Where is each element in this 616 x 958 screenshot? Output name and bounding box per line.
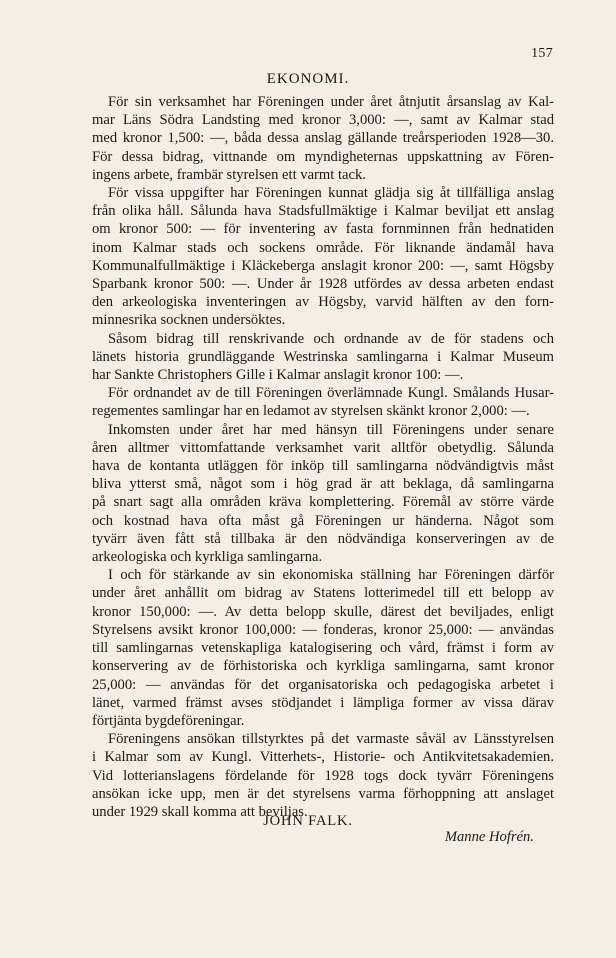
text-line: ansökan icke upp, men är det styrelsens varma förhoppning att anslaget (92, 785, 554, 802)
text-line: tyvärr även fått stå tillbaka är den nödvändiga konserveringen av de (92, 530, 554, 547)
text-line: på snart sagt alla områden kräva komplettering. Föremål av större värde (92, 494, 554, 511)
text-line: mar Läns Södra Landsting med kronor 3,000: —, samt av Kalmar stad (92, 112, 554, 129)
text-line: om kronor 500: — för inventering av fasta fornminnen från hednatiden (92, 221, 554, 238)
page-number: 157 (531, 46, 553, 61)
text-line: I och för stärkande av sin ekonomiska ställning har Föreningen därför (108, 567, 554, 584)
text-line: åren alltmer vittomfattande verksamhet varit alltför obetydlig. Sålunda (92, 439, 554, 456)
signature-john-falk: JOHN FALK. (263, 813, 353, 829)
text-line: under 1929 skall komma att beviljas. (92, 803, 308, 820)
text-line: med kronor 1,500: —, båda dessa anslag gällande treårsperioden 1928—30. (92, 130, 554, 147)
paragraph (92, 93, 554, 184)
text-line: inom Kalmar stads och sockens område. För liknande ändamål hava (92, 239, 554, 256)
signature-manne-hofren: Manne Hofrén. (444, 829, 534, 845)
text-line: ingens arbete, frambär styrelsen ett varmt tack. (92, 166, 366, 183)
text-line: konservering av de förhistoriska och kyrkliga samlingarna, samt kronor (92, 658, 554, 675)
text-line: regementes samlingar har en ledamot av styrelsen skänkt kronor 2,000: —. (92, 403, 530, 420)
body-text (92, 93, 554, 821)
text-line: under året anhållit om bidrag av Statens lotterimedel till ett belopp av (92, 585, 554, 602)
text-line: hava de kontanta utläggen för inköp till samlingarna nödvändigtvis måst (92, 458, 554, 475)
paragraph (92, 566, 554, 730)
text-line: Kommunalfullmäktige i Kläckeberga anslagit kronor 200: —, samt Högsby (92, 257, 554, 274)
text-line: För sin verksamhet har Föreningen under året åtnjutit årsanslag av Kal- (108, 94, 554, 110)
text-line: har Sankte Christophers Gille i Kalmar anslagit kronor 100: —. (92, 367, 464, 384)
text-line: från olika håll. Sålunda hava Stadsfullmäktige i Kalmar beviljat ett anslag (92, 203, 554, 220)
text-line: förtjänta bygdeföreningar. (92, 712, 245, 729)
paragraph (92, 421, 554, 567)
text-line: och kostnad hava ofta måst gå Föreningen ur händerna. Något som (92, 512, 554, 529)
text-line: kronor 150,000: —. Av detta belopp skulle, därest det beviljades, enligt (92, 603, 554, 620)
text-line: länets historia grundläggande Westrinska samlingarna i Kalmar Museum (92, 348, 554, 365)
text-line: till samlingarnas vetenskapliga katalogisering och vård, främst i form av (92, 640, 554, 657)
paragraph (92, 184, 554, 330)
text-line: i Kalmar som av Kungl. Vitterhets-, Historie- och Antikvitetsakademien. (92, 749, 554, 766)
text-line: 25,000: — användas för det organisatoriska och pedagogiska arbetet i (92, 676, 554, 693)
text-line: För vissa uppgifter har Föreningen kunnat glädja sig åt tillfälliga anslag (108, 185, 554, 202)
text-line: Vid lotterianslagens fördelande för 1928 togs dock tyvärr Föreningens (92, 767, 554, 784)
paragraph (92, 730, 554, 821)
text-line: Styrelsens avsikt kronor 100,000: — fonderas, kronor 25,000: — användas (92, 621, 554, 638)
text-line: För ordnandet av de till Föreningen överlämnade Kungl. Smålands Husar- (108, 385, 554, 402)
text-line: För dessa bidrag, vittnande om myndigheternas uppskattning av Fören- (92, 148, 554, 165)
text-line: den arkeologiska inventeringen av Högsby, varvid hälften av den forn- (92, 294, 554, 311)
section-heading: EKONOMI. (266, 71, 350, 87)
paragraph (92, 384, 554, 420)
text-line: bliva ytterst små, något som i hög grad är att beklaga, då samlingarna (92, 476, 554, 493)
text-line: länet, varmed främst avses stödjandet i lämpliga former av vissa därav (92, 694, 554, 711)
text-line: Föreningens ansökan tillstyrktes på det varmaste såväl av Länsstyrelsen (108, 731, 554, 748)
text-line: Inkomsten under året har med hänsyn till Föreningens under senare (108, 421, 554, 438)
text-line: minnesrika socknen undersöktes. (92, 312, 286, 329)
text-line: arkeologiska och kyrkliga samlingarna. (92, 549, 323, 566)
paragraph (92, 330, 554, 385)
text-line: Sparbank kronor 500: —. Under år 1928 utfördes av dessa arbeten endast (92, 276, 554, 293)
text-line: Såsom bidrag till renskrivande och ordnande av de för stadens och (108, 330, 554, 347)
